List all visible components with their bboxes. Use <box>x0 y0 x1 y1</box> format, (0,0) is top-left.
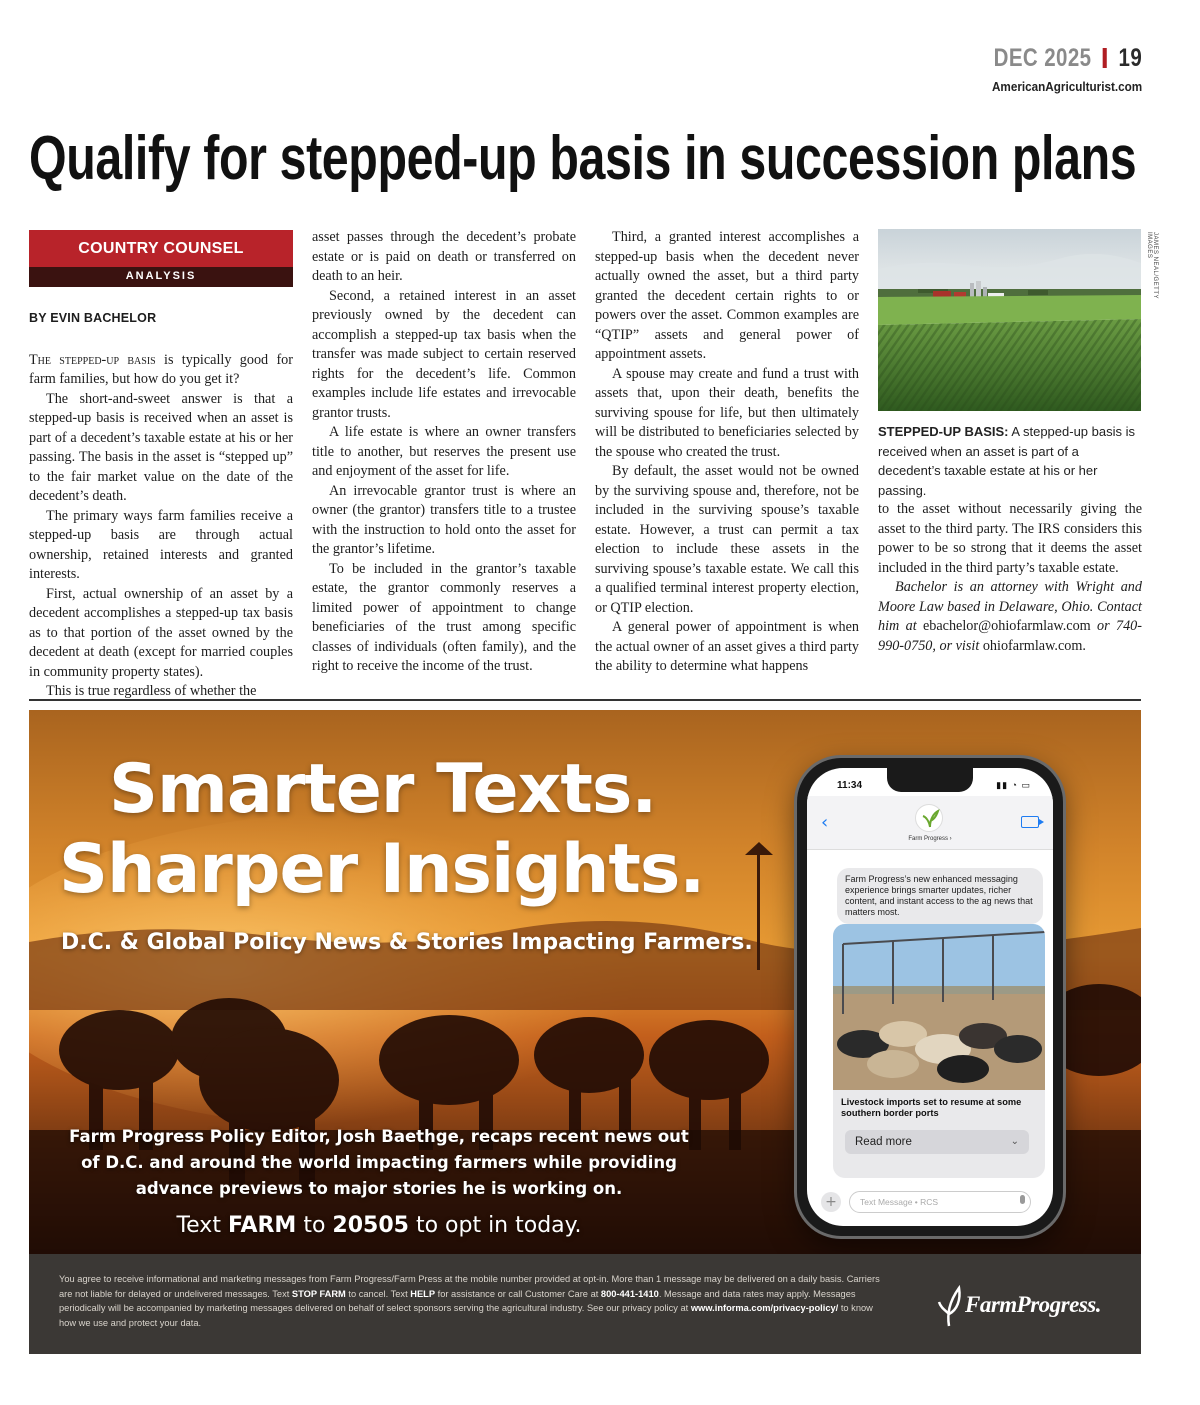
author-bio: Bachelor is an attorney with Wright and Moore Law based in Delaware, Ohio. Contact him at ebachelor@ohiofarmlaw.com or 740-990-0750, or visit ohiofarmlaw.com. <box>878 579 1142 654</box>
article-paragraph: Second, a retained interest in an asset previously owned by the decedent can accomplish a stepped-up tax basis when the transfer was made subject to certain reserved rights for the decedent’s life. Common examples include life estates and irrevocable grantor trusts. <box>312 287 576 421</box>
article-paragraph: asset passes through the decedent’s probate estate or is paid on death or transferred on death to an heir. <box>312 229 576 284</box>
ad-subhead: D.C. & Global Policy News & Stories Impacting Farmers. <box>61 930 753 955</box>
cta-keyword: FARM <box>227 1213 297 1238</box>
article-paragraph: A spouse may create and fund a trust with assets that, upon their death, benefits the surviving spouse for life, but then ultimately will be distributed to beneficiaries selected by the spouse who created the trust. <box>595 365 859 460</box>
article-column-4 <box>878 500 1142 656</box>
article-paragraph: This is true regardless of whether the <box>46 683 257 699</box>
section-divider <box>29 699 1141 701</box>
plus-icon[interactable]: + <box>821 1192 841 1212</box>
caption-label: STEPPED-UP BASIS: <box>878 424 1009 439</box>
author-email[interactable]: ebachelor@ohiofarmlaw.com <box>922 618 1091 634</box>
article-paragraph: Third, a granted interest accomplishes a stepped-up basis when the decedent never actually owned the asset, but a third party granted the decedent certain rights to or powers over the asset. Common examples are “QTIP” assets and general power of appointment assets. <box>595 229 859 362</box>
ad-headline-line-1: Smarter Texts. <box>109 750 657 829</box>
back-chevron-icon[interactable]: ‹ <box>821 812 829 833</box>
farm-progress-leaf-icon <box>915 804 943 832</box>
phone-mockup <box>797 758 1063 1236</box>
chevron-down-icon: ⌄ <box>1010 1136 1019 1147</box>
lead-in: The stepped-up basis <box>29 351 156 368</box>
byline: BY EVIN BACHELOR <box>29 311 157 325</box>
article-paragraph: A life estate is where an owner transfers title to another, but reserves the present use and enjoyment of the asset for life. <box>312 424 576 479</box>
article-column-2 <box>312 228 576 677</box>
status-time: 11:34 <box>837 780 863 791</box>
photo-credit: JAMES NEAL/GETTY IMAGES <box>1146 232 1158 299</box>
article-paragraph: The primary ways farm families receive a stepped-up basis are through actual ownership, retained interests and granted interests. <box>29 507 293 582</box>
cattle-pen-photo <box>833 924 1045 1090</box>
microphone-icon[interactable] <box>1020 1195 1025 1204</box>
section-sublabel: ANALYSIS <box>29 267 293 287</box>
issue-date: DEC 2025 <box>993 44 1092 72</box>
article-paragraph: The stepped-up basis is typically good for farm families, but how do you get it? <box>29 351 293 387</box>
privacy-policy-link[interactable]: www.informa.com/privacy-policy/ <box>690 1303 839 1313</box>
article-paragraph: To be included in the grantor’s taxable estate, the grantor commonly reserves a limited power of appointment to change beneficiaries of the trust among specific classes of individuals (often family), and the right to receive the income of the trust. <box>312 560 576 674</box>
photo-caption <box>878 422 1142 500</box>
message-input[interactable]: Text Message • RCS <box>849 1191 1031 1213</box>
ad-call-to-action[interactable]: Text FARM to 20505 to opt in today. <box>176 1213 582 1238</box>
ad-legal-footer <box>29 1254 1141 1354</box>
status-icons: ▮▮ ◔ ▭ <box>996 780 1031 790</box>
page-folio <box>961 46 1142 94</box>
contact-name[interactable]: Farm Progress › <box>908 836 952 842</box>
section-banner: COUNTRY COUNSEL <box>29 230 293 267</box>
website-url[interactable]: AmericanAgriculturist.com <box>991 79 1142 94</box>
farm-progress-ad[interactable] <box>29 710 1141 1354</box>
caption-text: A stepped-up basis is received when an asset is part of a decedent’s taxable estate at his or her passing. <box>878 424 1135 498</box>
article-paragraph: The short-and-sweet answer is that a stepped-up basis is received when an asset is part of a decedent’s taxable estate at his or her passing. The basis in the asset is “stepped up” to the fair market value on the date of the decedent’s death. <box>29 390 293 504</box>
page-number: 19 <box>1118 44 1142 72</box>
cta-shortcode: 20505 <box>332 1213 409 1238</box>
article-paragraph: An irrevocable grantor trust is where an owner (the grantor) transfers title to a trustee with the instruction to hold onto the asset for the grantor’s lifetime. <box>312 482 576 557</box>
farm-progress-leaf-icon <box>935 1280 965 1330</box>
message-bubble: Farm Progress’s new enhanced messaging experience brings smarter updates, richer content, and instant access to the ag news that matters most. <box>837 868 1043 924</box>
article-paragraph: A general power of appointment is when the actual owner of an asset gives a third party the ability to determine what happens <box>595 619 859 674</box>
article-paragraph: First, actual ownership of an asset by a decedent accomplishes a stepped-up tax basis as to that portion of the asset owned by the decedent at death (except for married couples in community property states). <box>29 585 293 680</box>
article-column-1 <box>29 228 293 702</box>
article-paragraph: to the asset without necessarily giving the asset to the third party. The IRS considers this power to be so strong that it deems the asset included in the third party’s taxable estate. <box>878 501 1142 576</box>
farm-progress-logo <box>935 1280 1101 1330</box>
article-headline: Qualify for stepped-up basis in succession plans <box>29 124 1137 193</box>
phone-notch <box>887 768 973 792</box>
news-card[interactable] <box>833 924 1045 1178</box>
article-paragraph: By default, the asset would not be owned by the surviving spouse and, therefore, not be included in the surviving spouse’s taxable estate. However, a trust can permit a tax election to include these assets in the surviving spouse’s taxable estate. We call this a qualified terminal interest property election, or QTIP election. <box>595 463 859 616</box>
news-card-title: Livestock imports set to resume at some southern border ports <box>841 1097 1022 1118</box>
phone-screen <box>807 768 1053 1226</box>
logo-text: FarmProgress. <box>965 1292 1101 1317</box>
messages-nav-bar <box>807 796 1053 850</box>
farm-field-photo <box>878 229 1141 411</box>
ad-headline <box>59 750 704 910</box>
author-website[interactable]: ohiofarmlaw.com <box>982 637 1083 654</box>
read-more-button[interactable]: Read more ⌄ <box>845 1130 1029 1154</box>
ad-body-text: Farm Progress Policy Editor, Josh Baethge, recaps recent news out of D.C. and around the world impacting farmers while providing advance previews to major stories he is working on. <box>69 1127 689 1198</box>
ad-legal-text: You agree to receive informational and marketing messages from Farm Progress/Farm Press at the mobile number provided at opt-in. More than 1 message may be delivered on a daily basis. Carriers are not liable for delayed or undelivered messages. Text STOP FARM to cancel. Text HELP for assistance or call Customer Care at 800-441-1410. Message and data rates may apply. Messages periodically will be accompanied by marketing messages delivered on behalf of select sponsors serving the agricultural industry. See our privacy policy at www.informa.com/privacy-policy/ to know how we use and protect your data. <box>59 1274 880 1328</box>
article-column-3 <box>595 228 859 677</box>
video-call-icon[interactable] <box>1021 816 1039 828</box>
message-input-bar <box>821 1190 1039 1214</box>
folio-divider <box>1103 48 1107 68</box>
ad-headline-line-2: Sharper Insights. <box>59 830 705 909</box>
